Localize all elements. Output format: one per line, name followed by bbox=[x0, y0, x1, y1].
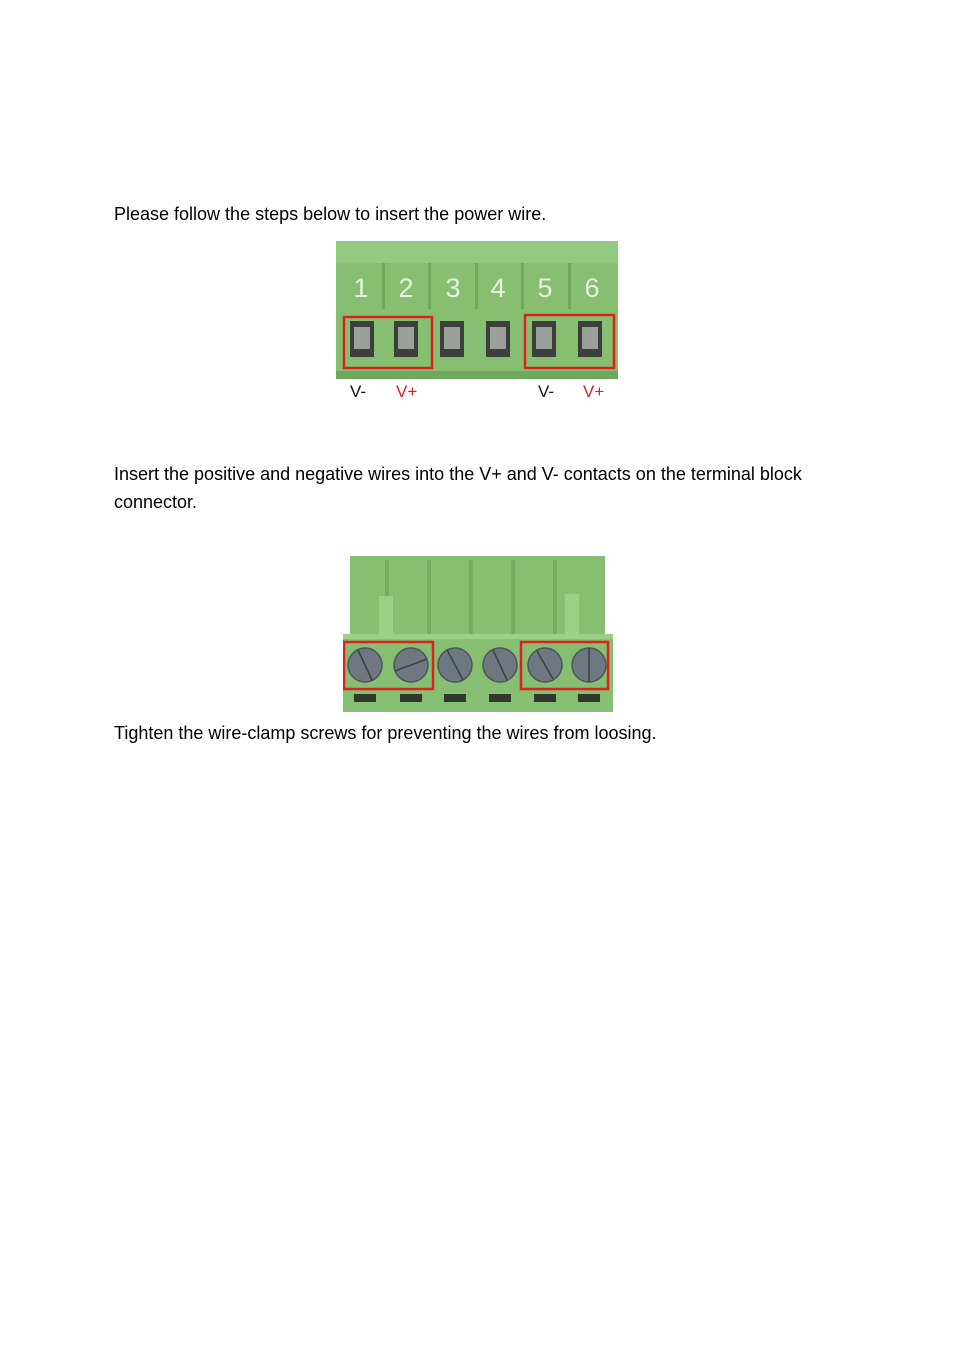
tighten-paragraph: Tighten the wire-clamp screws for preventing the wires from loosing. bbox=[114, 723, 657, 743]
insert-paragraph: Insert the positive and negative wires into the V+ and V- contacts on the terminal block connector. bbox=[114, 464, 802, 512]
connector-top-rim bbox=[336, 241, 618, 263]
connector-bottom-edge bbox=[336, 371, 618, 379]
pin-number-6: 6 bbox=[584, 273, 600, 303]
latch-right bbox=[565, 594, 579, 636]
terminal-block-front-svg bbox=[343, 556, 613, 712]
connector-ledge bbox=[343, 634, 613, 639]
pin-number-2: 2 bbox=[398, 273, 414, 303]
pin-number-5: 5 bbox=[537, 273, 553, 303]
latch-left bbox=[379, 596, 393, 636]
connector-lower-body bbox=[343, 634, 613, 712]
label-right-negative: V- bbox=[538, 382, 555, 401]
pin-number-4: 4 bbox=[490, 273, 506, 303]
pin-number-1: 1 bbox=[353, 273, 369, 303]
terminal-block-front-figure bbox=[343, 556, 613, 712]
terminal-block-top-figure bbox=[336, 241, 618, 416]
terminal-block-top-svg bbox=[336, 241, 618, 416]
label-left-negative: V- bbox=[350, 382, 367, 401]
pin-number-3: 3 bbox=[445, 273, 461, 303]
label-left-positive: V+ bbox=[396, 382, 418, 401]
label-right-positive: V+ bbox=[583, 382, 605, 401]
intro-paragraph: Please follow the steps below to insert the power wire. bbox=[114, 204, 547, 224]
